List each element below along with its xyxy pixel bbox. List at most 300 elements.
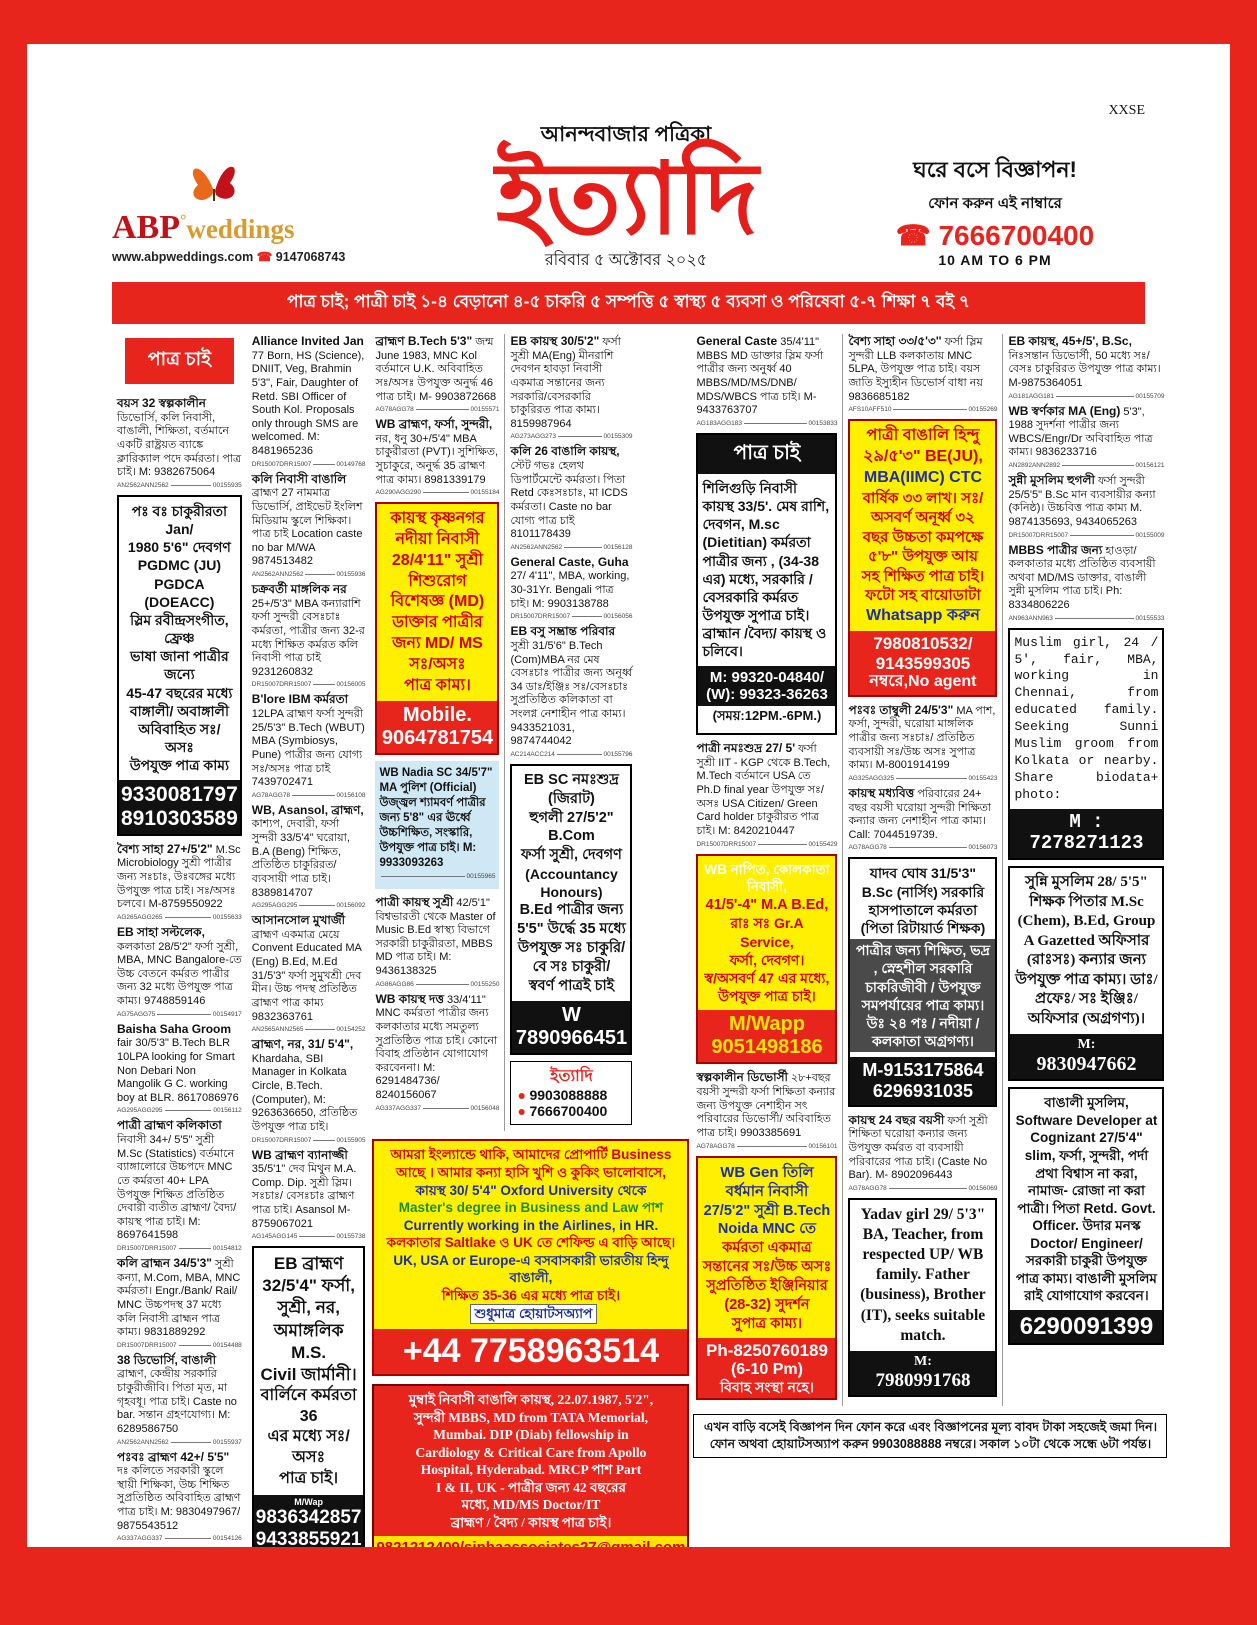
ad-line: PGDCA (DOEACC)	[144, 575, 215, 610]
ad-code-left: AN2892ANN2892	[1008, 462, 1061, 469]
ad-code-serial: 00156056	[603, 613, 633, 621]
ad-code	[117, 482, 242, 489]
ad-code-rule	[313, 1140, 334, 1141]
ad-code	[117, 1342, 242, 1349]
brand-degree-mark: °	[180, 212, 187, 230]
ad-code-left: AG295AGG295	[117, 1107, 163, 1115]
ad-code-serial: 00154488	[212, 1341, 242, 1349]
ad-code-rule	[1070, 535, 1133, 536]
masthead-area	[112, 46, 1145, 274]
phone-number: 9330081797	[121, 782, 238, 806]
ad-line: বার্ষিক ৩৩ লাখ। সঃ/	[862, 489, 984, 507]
ad-text: EB বসু সম্ভ্রান্ত পরিবার সুশ্রী 31/5'6" B.Tech (Com)MBA নর মেষ বেসঃচাঃ পাত্রীর জন্য অনূর্ধ্ব 34 ডাঃ/ইঞ্জিঃ সঃ/বেসঃচাঃ সুপ্রতিষ্ঠিত কলিকাতা বা সংলগ্ন নেশাহীন পাত্র কাম্য। 9433521031, 9874744042	[510, 624, 633, 748]
ad-line: সুন্দরী MBBS, MD from TATA Memorial,	[413, 1409, 649, 1425]
category-index-bar: পাত্র চাই; পাত্রী চাই ১-৪ বেড়ানো ৪-৫ চাকরি ৫ সম্পত্তি ৫ স্বাস্থ্য ৫ ব্যবসা ও পরিষেবা ৫-৭ শিক্ষা ৭ বই ৭	[112, 282, 1145, 324]
ad-title: পাত্রী কায়স্থ সুশ্রী	[375, 894, 454, 909]
ad-title: Baisha Saha Groom	[117, 1021, 232, 1036]
ad-line: ব্রাহ্মণ / বৈদ্য / কায়স্থ পাত্র চাই।	[450, 1514, 612, 1530]
ad-line: বাঙ্গালী/ অবাঙ্গালী	[129, 702, 229, 719]
ad-text: কলি ব্রাহ্মন 34/5'3" সুশ্রী কন্যা, M.Com, MBA, MNC কর্মরতা। Engr./Bank/ Rail/ MNC উচ্চপদস্থ 37 মধ্যে কলি নিবাসী ব্রাহ্মন পাত্র কাম্য। 9831889292	[117, 1256, 241, 1339]
ad-line: Mumbai. DIP (Diab) fellowship in	[433, 1427, 629, 1443]
ad-code-serial: 00156128	[603, 543, 633, 551]
boxed-ad	[696, 854, 837, 1065]
ad-code	[375, 981, 499, 988]
phone-band	[1010, 1310, 1162, 1344]
ad-code	[252, 681, 366, 688]
phone-number: M : 7278271123	[1029, 810, 1144, 855]
ad-line: পাত্র কাম্য।	[404, 676, 471, 694]
ad-title: বৈশ্য সাহা 27+/5'2"	[117, 841, 213, 856]
phone-number: M:	[1077, 1037, 1096, 1053]
boxed-ad	[510, 1061, 632, 1126]
classified-ad	[848, 334, 997, 413]
ad-code	[117, 1107, 242, 1114]
ad-line: কর্মরতা একমাত্র	[722, 1240, 812, 1257]
ad-code-rule	[744, 423, 807, 424]
ad-code-serial: 00156005	[336, 681, 366, 689]
ad-title: পঃবঃ তাম্বুলী 24/5'3"	[848, 702, 954, 717]
ad-title: MBBS পাত্রীর জন্য	[1008, 542, 1103, 557]
ad-line: বছর উচ্চতা কমপক্ষে	[862, 528, 984, 546]
ad-line: 28/4'11" সুশ্রী	[391, 551, 484, 569]
ad-line: পঃ বঃ চাকুরীরতা Jan/	[131, 502, 228, 537]
ad-code-rule	[171, 485, 211, 486]
ad-line: Muslim girl, 24 / 5', fair, MBA, working in Chennai, from educated family. Seeking Sunni Muslim groom from Kolkata or nearby. Share biodata+ photo:	[1014, 634, 1159, 802]
boxed-ad	[375, 761, 499, 889]
boxed-ad	[848, 857, 997, 1106]
phone-band	[374, 1329, 687, 1374]
ad-code	[1008, 462, 1164, 469]
ad-title: EB কায়স্থ 30/5'2"	[510, 334, 600, 348]
ad-code-left: AFS10AFF510	[848, 406, 892, 414]
ad-code-left: AG78AGG78	[848, 844, 887, 852]
ad-text: স্বল্পকালীন ডিভোর্সী ২৮+বছর বয়সী সুন্দরী ফর্সা শিক্ষিতা কন্যার জন্য উপযুক্ত নেশাহীন সৎ পরিবারের ডিভোর্সী/ অবিবাহিত পাত্র চাই। 9903385691	[696, 1070, 836, 1139]
ad-line: স্ববর্ণ পাত্রই চাই	[528, 977, 615, 994]
ad-line: 5'5" উর্দ্ধে 35 মধ্যে	[517, 921, 626, 938]
phone-number: Mobile.	[403, 704, 472, 727]
ad-code	[848, 1185, 997, 1192]
classified-ad	[117, 396, 242, 489]
phone-band	[850, 631, 995, 694]
classified-ad	[252, 582, 366, 688]
column-6	[843, 334, 1002, 1403]
ad-line: কায়স্থ 30/ 5'4" Oxford University থেকে	[415, 1182, 647, 1198]
ad-code-serial: 00155429	[808, 840, 838, 848]
ad-line: সুপাত্র কাম্য।	[731, 1315, 803, 1332]
ad-title: B'lore IBM কর্মরতা	[251, 692, 349, 707]
ad-code-left: AN2562ANN2562	[117, 1438, 169, 1446]
ad-title: কলি 26 বাঙালি কায়স্থ,	[510, 444, 620, 459]
classified-ad	[252, 334, 366, 468]
ad-code-left: AG325AGG325	[848, 774, 894, 782]
phone-band	[698, 1338, 835, 1398]
ad-line: WB Gen তিলি	[720, 1163, 814, 1181]
ad-code-serial: 00156069	[968, 1184, 998, 1192]
ad-code-left: DR15007DRR15007	[696, 840, 757, 848]
ad-code	[117, 914, 242, 921]
promo-subline: ফোন করুন এই নাম্বারে	[928, 195, 1062, 212]
ad-code-rule	[889, 1188, 967, 1189]
ad-code-serial: 00155936	[336, 571, 366, 578]
ad-code-rule	[896, 778, 967, 779]
ad-text: General Caste 35/4'11" MBBS MD ডাক্তার স্লিম ফর্সা পাত্রীর জন্য অনুর্ধ্ব 40 MBBS/MD/MS/DNB/ MDS/WBCS পাত্র চাই। M-9433763707	[696, 334, 824, 417]
bullet-icon: ●	[258, 1588, 268, 1605]
ad-code-left: AG78AGG78	[696, 1142, 735, 1150]
ad-title: WB স্বর্ণকার MA (Eng)	[1008, 403, 1121, 418]
ad-title: General Caste, Guha	[510, 554, 629, 569]
advertise-promo	[845, 103, 1145, 274]
classified-ad	[252, 472, 366, 578]
ad-line: WB Nadia SC 34/5'7" MA পুলিশ (Official) উজ্জ্বল শ্যামবর্ণ পাত্রীর জন্য 5'8" এর ঊর্ধ্বে উচ্চশিক্ষিত, সংস্কারি, উপযুক্ত পাত্র চাই। M: 9933093263	[379, 767, 493, 870]
ad-code-rule	[416, 409, 469, 410]
boxed-ad	[848, 419, 997, 697]
ad-title: EB বসু সম্ভ্রান্ত পরিবার	[510, 624, 616, 639]
ad-code	[252, 1233, 366, 1240]
ad-line: 41/5'-4" M.A B.Ed,	[705, 896, 829, 913]
ad-code-rule	[423, 492, 469, 493]
ad-title: 38 ডিভোর্সি, বাঙালী	[117, 1352, 217, 1367]
ad-line: (28-32) সুদর্শন	[724, 1296, 810, 1313]
phone-band	[698, 666, 835, 707]
ad-text: EB কায়স্থ, 45+/5', B.Sc, নিঃসন্তান ডিভোর্সী, 50 মধ্যে সঃ/বেসঃ চাকুরিরত উপযুক্ত পাত্র কাম্য। M-9875364051	[1008, 334, 1161, 389]
ad-code-left: AG337AGG337	[375, 1104, 421, 1112]
classified-ad	[375, 992, 499, 1112]
classified-ad	[1008, 404, 1164, 470]
ad-title: সুন্নী মুসলিম হুগলী	[1008, 473, 1095, 487]
phone-number: 9830947662	[1036, 1053, 1137, 1076]
ad-line: ফটো সহ বায়োডাটা	[865, 587, 981, 605]
wide-display-ads	[370, 1131, 691, 1569]
phone-number: M-9153175864	[862, 1060, 984, 1081]
ad-code	[252, 1137, 366, 1144]
column-7	[1003, 334, 1169, 1351]
boxed-ad	[1008, 628, 1164, 861]
ad-line: পাত্রীর জন্য শিক্ষিত, ভদ্র , স্নেহশীল সরকারি চাকরিজীবী / উপযুক্ত সমপর্যায়ের পাত্র কাম্য। উঃ ২৪ পঃ / নদীয়া / কলকাতা অগ্রগণ্য।	[850, 939, 995, 1052]
ad-text: WB, Asansol, ব্রাহ্মণ, কাশ্যপ, দেবারী, ফর্সা সুন্দরী 33/5'4" ঘরোয়া, B.A (Beng) শিক্ষিত, প্রতিষ্ঠিত চাকুরিরত/ ব্যবসায়ী পাত্র চাই। 8389814707	[251, 802, 364, 899]
ad-code-rule	[165, 1110, 212, 1111]
ad-line: ডাক্তার পাত্রীর	[392, 614, 483, 632]
ad-text: পঃবঃ তাম্বুলী 24/5'3" MA পাশ, ফর্সা, সুন্দরী, ঘরোয়া মাঙ্গলিক পাত্রীর জন্য সঃচাঃ/ প্রতিষ্ঠিত ব্যবসায়ী সঃ/উচ্চ অসঃ সুপাত্র কাম্য। M-8001914199	[848, 702, 996, 772]
ad-title: General Caste	[696, 334, 778, 348]
ad-code-left: AG75AGG75	[117, 1010, 156, 1018]
ad-line: Noida MNC তে	[717, 1221, 817, 1238]
ad-code-serial: 00156112	[213, 1107, 242, 1115]
ad-title: পাত্রী ব্রাহ্মণ কলিকাতা	[117, 1118, 222, 1133]
ad-title: বৈশ্য সাহা ৩৩/৫'৩''	[848, 334, 942, 348]
ad-code-rule	[299, 905, 334, 906]
ad-code	[379, 873, 495, 880]
ad-line: ইত্যাদি	[287, 1568, 330, 1586]
ad-code-rule	[416, 984, 469, 985]
ad-line: ইত্যাদি	[550, 1067, 593, 1085]
ad-title: স্বল্পকালীন ডিভোর্সী	[696, 1070, 788, 1085]
ad-code	[375, 1105, 499, 1112]
ad-code-rule	[558, 436, 602, 437]
classified-ad	[252, 1148, 366, 1241]
phone-number: (W): 99323-36263	[706, 685, 828, 703]
ad-code	[696, 841, 837, 848]
ad-code-rule	[157, 1014, 211, 1015]
ad-line: বর্ধমান নিবাসী	[725, 1183, 809, 1200]
ad-code	[375, 406, 499, 413]
ad-text: কলি 26 বাঙালি কায়স্থ, স্টেট গভঃ হেলথ ডিপার্টমেন্টে কর্মরতা। পিতা Retd কেঃসঃচাঃ, মা ICDS কর্মরতা। Caste no bar যোগ্য পাত্র চাই 8101178439	[510, 444, 628, 541]
ad-code-left: AG337AGG337	[117, 1535, 163, 1543]
ad-code	[848, 775, 997, 782]
phone-band	[698, 1010, 835, 1062]
contact-number: ● 7666700400	[517, 1103, 608, 1120]
phone-band	[512, 1001, 630, 1053]
boxed-ad	[848, 1198, 997, 1397]
ad-code-serial: 00156048	[470, 1104, 500, 1112]
classified-ad	[510, 444, 632, 550]
ad-text: ব্রাহ্মণ, নর, 31/ 5'4", Khardaha, SBI Manager in Kolkata Circle, B.Tech. (Computer), M: 9263636650, প্রতিষ্ঠিত উপযুক্ত পাত্র চাই।	[251, 1037, 358, 1133]
ad-title: WB ব্রাহ্মণ ব্যানাজ্জী	[251, 1147, 348, 1162]
ad-line: এর মধ্যে সঃ/অসঃ	[267, 1428, 350, 1467]
ad-code-rule	[889, 847, 967, 848]
ad-code	[510, 613, 632, 620]
ad-line: 1980 5'6" দেবগণ	[127, 539, 231, 556]
ad-text: বয়স 32 স্বল্পকালীন ডিভোর্সি, কলি নিবাসী, বাঙালী, শিক্ষিতা, বর্তমানে একটি রাষ্ট্রয়ত ব্যাঙ্কে ক্লারিক্যাল পদে কর্মরতা। পাত্র চাই। M: 9382675064	[117, 396, 242, 479]
ad-code-rule	[165, 1538, 211, 1539]
ad-line: পাত্রী বাঙালি হিন্দু	[866, 427, 980, 445]
ad-text: WB স্বর্ণকার MA (Eng) 5'3", 1988 সুদর্শনা পাত্রীর জন্য WBCS/Engr/Dr অবিবাহিত পাত্র কাম্য। 9836233716	[1008, 403, 1153, 459]
column-group-5-7	[691, 334, 1169, 1458]
column-group-3-4	[370, 334, 691, 1570]
classified-ad	[252, 692, 366, 798]
ad-code	[510, 433, 632, 440]
ad-code-rule	[893, 409, 966, 410]
ad-code	[1008, 615, 1164, 622]
ad-code-serial: 00155965	[466, 872, 496, 880]
ad-code-left: AG295AGG295	[251, 902, 298, 910]
ad-title: কায়স্থ 24 বছর বয়সী	[848, 1112, 945, 1127]
ad-title: ব্রাহ্মণ B.Tech 5'3"	[375, 334, 473, 348]
ad-line: শিশুরোগ	[408, 572, 467, 590]
ad-code	[252, 571, 366, 578]
ad-code-serial: 00155571	[470, 406, 500, 414]
ad-line: রাঃ সঃ Gr.A Service,	[730, 915, 804, 950]
ad-text: WB ব্রাহ্মণ ব্যানাজ্জী 35/5'1" দেব মিথুন M.A. Comp. Dip. সুশ্রী স্লিম। সঃচাঃ/ বেসঃচাঃ ব্রাহ্মণ পাত্র চাই। Asansol M-8759067021	[251, 1147, 357, 1230]
ad-code-rule	[292, 795, 334, 796]
ad-text: EB সাহা সল্টলেক, কলকাতা 28/5'2" ফর্সা সুশ্রী, MBA, MNC Bangalore-তে উচ্চ বেতনে কর্মরত পাত্রীর জন্য 32 মধ্যে উপযুক্ত পাত্র কাম্য। 9748859146	[117, 924, 242, 1008]
ad-code-left: AN2562ANN2562	[117, 481, 169, 489]
phone-number: Ph-8250760189	[706, 1341, 828, 1361]
ad-text: Baisha Saha Groom fair 30/5'3" B.Tech BLR 10LPA looking for Smart Non Debari Non Mangolik G C. working boy at BLR. 8617086976	[117, 1021, 239, 1104]
ad-code-serial: 00154252	[336, 1026, 366, 1034]
classifieds-grid	[112, 334, 1165, 1616]
boxed-ad	[252, 1561, 366, 1610]
ad-code	[252, 792, 366, 799]
ad-code-left: AG181AGG181	[1008, 392, 1054, 400]
ad-code-left: DR15007DRR15007	[251, 460, 312, 468]
ad-line: পাত্র চাই।	[279, 1470, 339, 1487]
ad-text: ব্রাহ্মণ B.Tech 5'3" জন্ম June 1983, MNC Kol বর্তমানে U.K. অবিবাহিত সঃ/অসঃ উপযুক্ত অনুর্দ্ধ 46 পাত্র চাই। M- 9903872668	[375, 334, 497, 403]
ad-code-rule	[572, 616, 601, 617]
ad-line: 45-47 বছরের মধ্যে	[126, 684, 233, 701]
ad-line: Cardiology & Critical Care from Apollo	[415, 1444, 647, 1460]
phone-number: 9821212409/sinhaassociates27@gmail.com	[376, 1539, 686, 1557]
ad-title: EB কায়স্থ, 45+/5', B.Sc,	[1008, 334, 1132, 348]
ad-code-left: AN2562ANN2562	[251, 571, 304, 578]
ad-line: উপযুক্ত পাত্র কাম্য	[129, 757, 230, 774]
ad-code	[1008, 393, 1164, 400]
phone-number: বিবাহ সংস্থা নহে।	[720, 1379, 814, 1396]
classified-ad	[510, 555, 632, 621]
ad-code-rule	[423, 1108, 469, 1109]
ad-text: MBBS পাত্রীর জন্য হাওড়া/কলকাতার মধ্যে প্রতিষ্ঠিত ব্যবসায়ী অথবা MD/MS ডাক্তার, বাঙালী সুন্নী মুসলিম পাত্র চাই। Ph: 8334806226	[1008, 542, 1156, 611]
phone-number: 9051498186	[711, 1036, 823, 1059]
ad-code-rule	[313, 684, 334, 685]
ad-line: EB SC নমঃশুদ্র (জিরাট)	[524, 771, 619, 807]
ad-code-rule	[305, 1029, 334, 1030]
brand-abp: ABP	[112, 209, 180, 246]
phone-band	[1010, 1034, 1162, 1079]
classified-ad	[696, 741, 837, 847]
ad-title: EB সাহা সল্টলেক,	[117, 924, 205, 939]
ad-line: সঃ/অসঃ	[409, 655, 466, 673]
ad-code-serial: 00149768	[336, 460, 366, 468]
ad-line: উপযুক্ত পাত্র চাই।	[718, 988, 816, 1005]
ad-line: কলকাতার Saltlake ও UK তে শেফিল্ড এ বাড়ি আছে।	[386, 1235, 676, 1251]
column-3	[370, 334, 504, 1116]
classified-ad	[375, 895, 499, 988]
classified-ad	[117, 1450, 242, 1543]
ad-code-left: AN2562ANN2562	[510, 543, 563, 551]
boxed-ad	[1008, 866, 1164, 1081]
ad-code-serial: 00155905	[336, 1136, 366, 1144]
ad-text: B'lore IBM কর্মরতা 12LPA ব্রাহ্মণ ফর্সা সুন্দরী 25/5'3" B.Tech (WBUT) MBA (Symbiosys, Pune) পাত্রীর জন্য যোগ্য সঃ/অসঃ পাত্র চাই 7439702471	[251, 692, 365, 789]
ad-code	[117, 1011, 242, 1018]
ad-line: ফর্সা সুশ্রী, দেবগণ	[520, 847, 622, 864]
phone-number: +44 7758963514	[402, 1331, 660, 1370]
bullet-icon: ●	[517, 1103, 526, 1120]
ad-title: WB, Asansol, ব্রাহ্মণ,	[251, 802, 364, 817]
ad-code-serial: 00155709	[1135, 392, 1165, 400]
ad-line: I & II, UK - পাত্রীর জন্য 42 বছরের	[436, 1479, 626, 1495]
boxed-ad	[1008, 1087, 1164, 1345]
ad-title: পঃবঃ ব্রাহ্মণ 42+/ 5'5"	[117, 1449, 230, 1464]
ad-code-left: AG290AGG290	[375, 489, 421, 497]
ad-title: কলি নিবাসী বাঙালি	[251, 471, 347, 486]
boxed-ad	[117, 495, 242, 836]
ad-text: কায়স্থ 24 বছর বয়সী ফর্সা সুশ্রী শিক্ষিতা ঘরোয়া কন্যার জন্য উপযুক্ত কর্মরত বা ব্যবসায়ী পরিবারের পাত্র চাই। (Caste No Bar). M- 8902096443	[848, 1112, 988, 1182]
phone-band	[1010, 809, 1162, 859]
ad-title: বয়স 32 স্বল্পকালীন	[117, 396, 206, 410]
ad-code-left: AG145AGG145	[251, 1233, 298, 1241]
contact-number: ● 9903088888	[517, 1087, 608, 1104]
ad-text: পঃবঃ ব্রাহ্মণ 42+/ 5'5" দঃ কলিতে সরকারী স্কুলে স্থায়ী শিক্ষিকা, উচ্চ শিক্ষিত সুপ্রতিষ্ঠিত অবিবাহিত ব্রাহ্মণ পাত্র চাই। M: 9830497967/ 9875543512	[117, 1449, 241, 1532]
ad-line: অমাঙ্গলিক M.S.	[273, 1320, 344, 1362]
butterfly-logo-icon	[182, 151, 246, 209]
classified-ad	[252, 1037, 366, 1143]
ad-line: স্লিম রবীন্দ্রসংগীত, ফ্রেঞ্চ	[130, 611, 229, 647]
phone-number: M:	[914, 1353, 932, 1369]
ad-line: জন্য MD/ MS	[392, 635, 483, 653]
ad-code	[696, 420, 837, 427]
ad-code-serial: 00155309	[603, 433, 633, 441]
ad-code-left: DR15007DRR15007	[1008, 531, 1069, 539]
ad-line: PGDMC (JU)	[137, 557, 222, 574]
box-header: পাত্র চাই	[698, 435, 835, 474]
classified-ad	[117, 925, 242, 1018]
phone-band	[119, 780, 240, 834]
classified-ad	[252, 913, 366, 1033]
ad-code-serial: 00156108	[336, 791, 366, 799]
ad-line: (Accountancy Honours)	[525, 866, 618, 901]
phone-number: (6-10 Pm)	[730, 1360, 803, 1378]
ad-code-serial: 00154812	[212, 1245, 242, 1253]
classified-ad	[696, 1070, 837, 1149]
phone-band	[850, 1351, 995, 1395]
ad-title: কলি ব্রাহ্মন 34/5'3"	[117, 1256, 212, 1271]
ad-code-rule	[1056, 396, 1134, 397]
ad-line: WB নাপিত, কোলকাতা নিবাসী,	[704, 861, 830, 895]
ad-code-serial: 00156073	[968, 844, 998, 852]
phone-number: 9143599305	[875, 653, 971, 673]
phone-number: 8910303589	[121, 806, 238, 830]
ad-code-serial: 00156101	[808, 1142, 838, 1150]
phone-icon: ☎	[895, 220, 931, 251]
ad-text: পাত্রী নমঃশুদ্র 27/ 5' ফর্সা সুশ্রী IIT - KGP থেকে B.Tech, M.Tech বর্তমানে USA তে Ph.D final year উপযুক্ত সঃ/ অসঃ USA Citizen/ Green Card holder চাকুরীরত পাত্র চাই। M: 8420210447	[696, 741, 831, 837]
ad-line: UK, USA or Europe-এ বসবাসকারী ভারতীয় হিন্দু বাঙালী,	[393, 1252, 669, 1286]
ad-text: আসানসোল মুখার্জী ব্রাহ্মণ একমাত্র মেয়ে Convent Educated MA (Eng) B.Ed, M.Ed 31/5'3" ফর্সা সুমুখশ্রী দেব মীন। উচ্চ পদস্থ প্রতিষ্ঠিত ব্রাহ্মণ পাত্র কাম্য 9832363761	[251, 913, 362, 1023]
ad-line: মুম্বাই নিবাসী বাঙালি কায়স্থ, 22.07.1987, 5'2",	[408, 1392, 654, 1408]
ad-code	[252, 461, 366, 468]
ad-code-rule	[171, 1442, 211, 1443]
ad-text: সুন্নী মুসলিম হুগলী ফর্সা সুন্দরী 25/5'5" B.Sc মান ব্যবসায়ীর কন্যা (কনিষ্ঠ)। উচ্চবিত্ত পাত্র কাম্য M. 9874135693, 9434065263	[1008, 473, 1156, 528]
ad-title: পাত্রী নমঃশুদ্র 27/ 5'	[696, 741, 796, 756]
abp-weddings-logo	[112, 151, 407, 274]
phone-number: 7980991768	[875, 1369, 971, 1391]
ad-title: WB ব্রাহ্মণ, ফর্সা, সুন্দরী,	[375, 417, 493, 432]
ad-code-rule	[299, 1236, 334, 1237]
classified-ad	[1008, 334, 1164, 400]
phone-band	[374, 1536, 687, 1559]
ad-title: আসানসোল মুখার্জী	[251, 913, 346, 928]
ad-text: EB কায়স্থ 30/5'2" ফর্সা সুশ্রী MA(Eng) মীনরাশি দেবগন হাবড়া নিবাসী একমাত্র সন্তানের জন্য সরকারি/বেসরকারি চাকুরিরত পাত্র কাম্য। 8159987964	[510, 334, 621, 430]
ad-line: B.Ed পাত্রীর জন্য	[519, 902, 624, 919]
column-2	[247, 334, 371, 1616]
ad-code-serial: 00155533	[1135, 614, 1165, 622]
ad-code	[1008, 532, 1164, 539]
ad-code-left: DR15007DRR15007	[117, 1341, 177, 1349]
ad-code-serial: 00155009	[1135, 531, 1165, 539]
ad-line: Currently working in the Airlines, in HR.	[403, 1217, 659, 1233]
ad-code-left: DR15007DRR15007	[117, 1245, 177, 1253]
footer-note-line1: এখন বাড়ি বসেই বিজ্ঞাপন দিন ফোন করে এবং বিজ্ঞাপনের মূল্য বাবদ টাকা সহজেই জমা দিন।	[703, 1420, 1158, 1435]
ad-line: সন্তানের সঃ/উচ্চ অসঃ	[702, 1259, 832, 1276]
ad-code-left: AG183AGG183	[696, 419, 742, 427]
classified-ad	[252, 803, 366, 909]
phone-number: 9836342857	[255, 1506, 362, 1528]
classified-ad	[696, 334, 837, 427]
ad-line: Yadav girl 29/ 5'3" BA, Teacher, from respected UP/ WB family. Father (business), Brother (IT), seeks suitable match.	[860, 1205, 986, 1344]
ad-text: কায়স্থ মধ্যবিত্ত পরিবারের 24+ বছর বয়সী ঘরোয়া সুন্দরী শিক্ষিতা কন্যার জন্য নেশাহীন পাত্র কাম্য। Call: 7044519739.	[848, 785, 992, 841]
phone-band	[850, 1057, 995, 1104]
boxed-ad	[696, 433, 837, 735]
ad-title: কায়স্থ মধ্যবিত্ত	[848, 785, 915, 800]
ad-line: বে সঃ চাকুরী/	[532, 959, 611, 975]
ad-code-serial: 00155935	[212, 481, 242, 489]
ad-code-rule	[557, 754, 602, 755]
whatsapp-only-chip: শুধুমাত্র হোয়াটসঅ্যাপ	[470, 1304, 598, 1324]
ad-code-serial: 00155184	[470, 489, 500, 497]
ad-code-serial: 00155796	[603, 750, 633, 758]
ad-code-left: AG78AGG78	[375, 406, 414, 414]
classified-ad	[375, 334, 499, 413]
phone-number: 7980810532/	[873, 634, 973, 654]
ad-line: অবিবাহিত সঃ/ অসঃ	[138, 721, 221, 756]
